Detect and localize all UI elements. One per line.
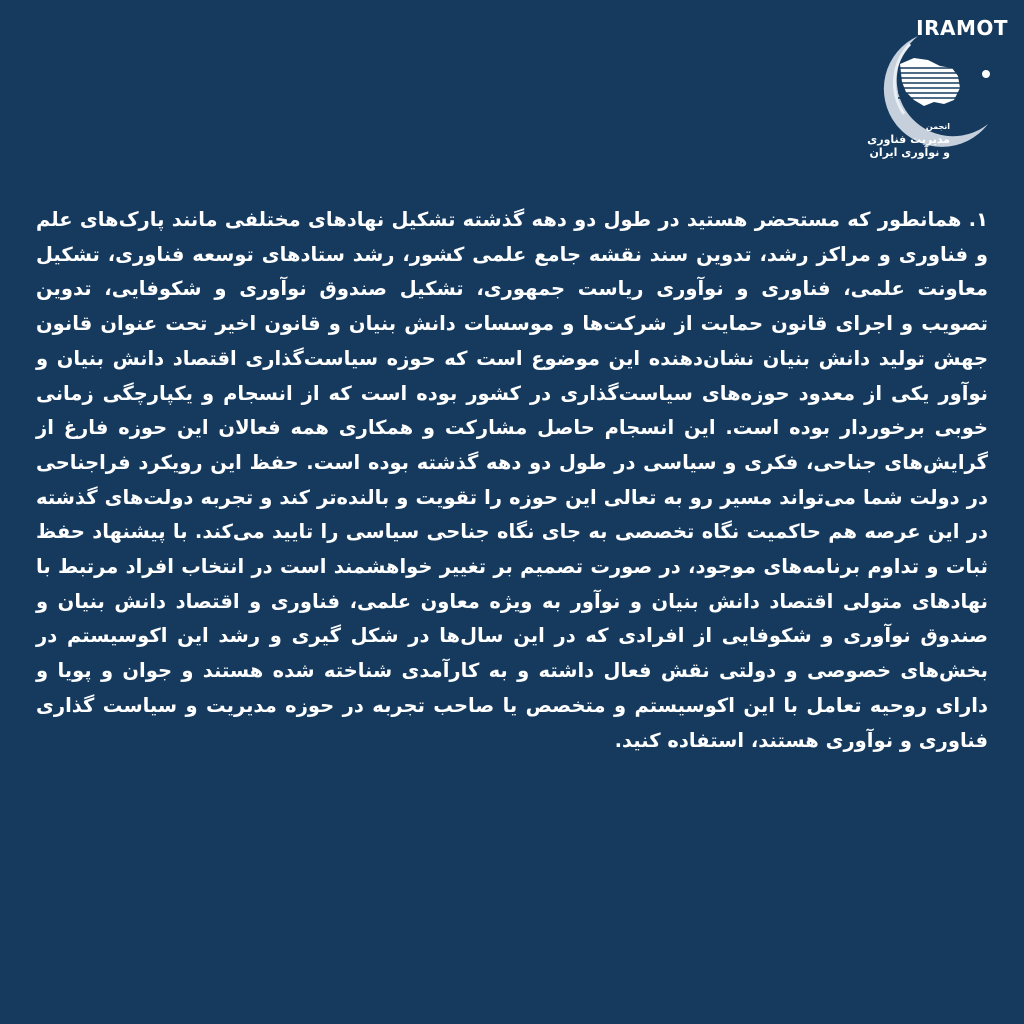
logo-tagline-line3: و نوآوری ایران: [869, 146, 950, 159]
iramot-logo: [848, 14, 1008, 164]
article-paragraph: ۱. همانطور که مستحضر هستید در طول دو دهه گذشته تشکیل نهادهای مختلفی مانند پارک‌های علم و فناوری و مراکز رشد، تدوین سند نقشه جامع علمی کشور، رشد ستادهای توسعه فناوری، تشکیل معاونت علمی، فناوری و نوآوری ریاست جمهوری، تشکیل صندوق نوآوری و شکوفایی، تدوین تصویب و اجرای قانون حمایت از شرکت‌ها و موسسات دانش بنیان و قانون اخیر تحت عنوان قانون جهش تولید دانش بنیان نشان‌دهنده این موضوع است که حوزه سیاست‌گذاری اقتصاد دانش بنیان و نوآور یکی از معدود حوزه‌های سیاست‌گذاری در کشور بوده است که از انسجام و یکپارچگی زمانی خوبی برخوردار بوده است. این انسجام حاصل مشارکت و همکاری همه فعالان این حوزه فارغ از گرایش‌های جناحی، فکری و سیاسی در طول دو دهه گذشته بوده است. حفظ این رویکرد فراجناحی در دولت شما می‌تواند مسیر رو به تعالی این حوزه را تقویت و بالنده‌تر کند و تجربه دولت‌های گذشته در این عرصه هم حاکمیت نگاه تخصصی به جای نگاه جناحی سیاسی را تایید می‌کند. با پیشنهاد حفظ ثبات و تداوم برنامه‌های موجود، در صورت تصمیم بر تغییر خواهشمند است در انتخاب افراد مرتبط با نهادهای متولی اقتصاد دانش بنیان و نوآور به ویژه معاون علمی، فناوری و اقتصاد دانش بنیان و صندوق نوآوری و شکوفایی از افرادی که در این سال‌ها در شکل گیری و رشد این اکوسیستم در بخش‌های خصوصی و دولتی نقش فعال داشته و به کارآمدی شناخته شده هستند و جوان و پویا و دارای روحیه تعامل با این اکوسیستم و متخصص یا صاحب تجربه در حوزه مدیریت و سیاست گذاری فناوری و نوآوری هستند، استفاده کنید.: [36, 208, 988, 752]
logo-tagline-line1: انجمن: [925, 122, 950, 131]
logo-tagline: [840, 120, 950, 159]
logo-tagline-line2: مدیریت فناوری: [867, 133, 950, 146]
logo-wordmark: IRAMOT: [916, 16, 1008, 40]
